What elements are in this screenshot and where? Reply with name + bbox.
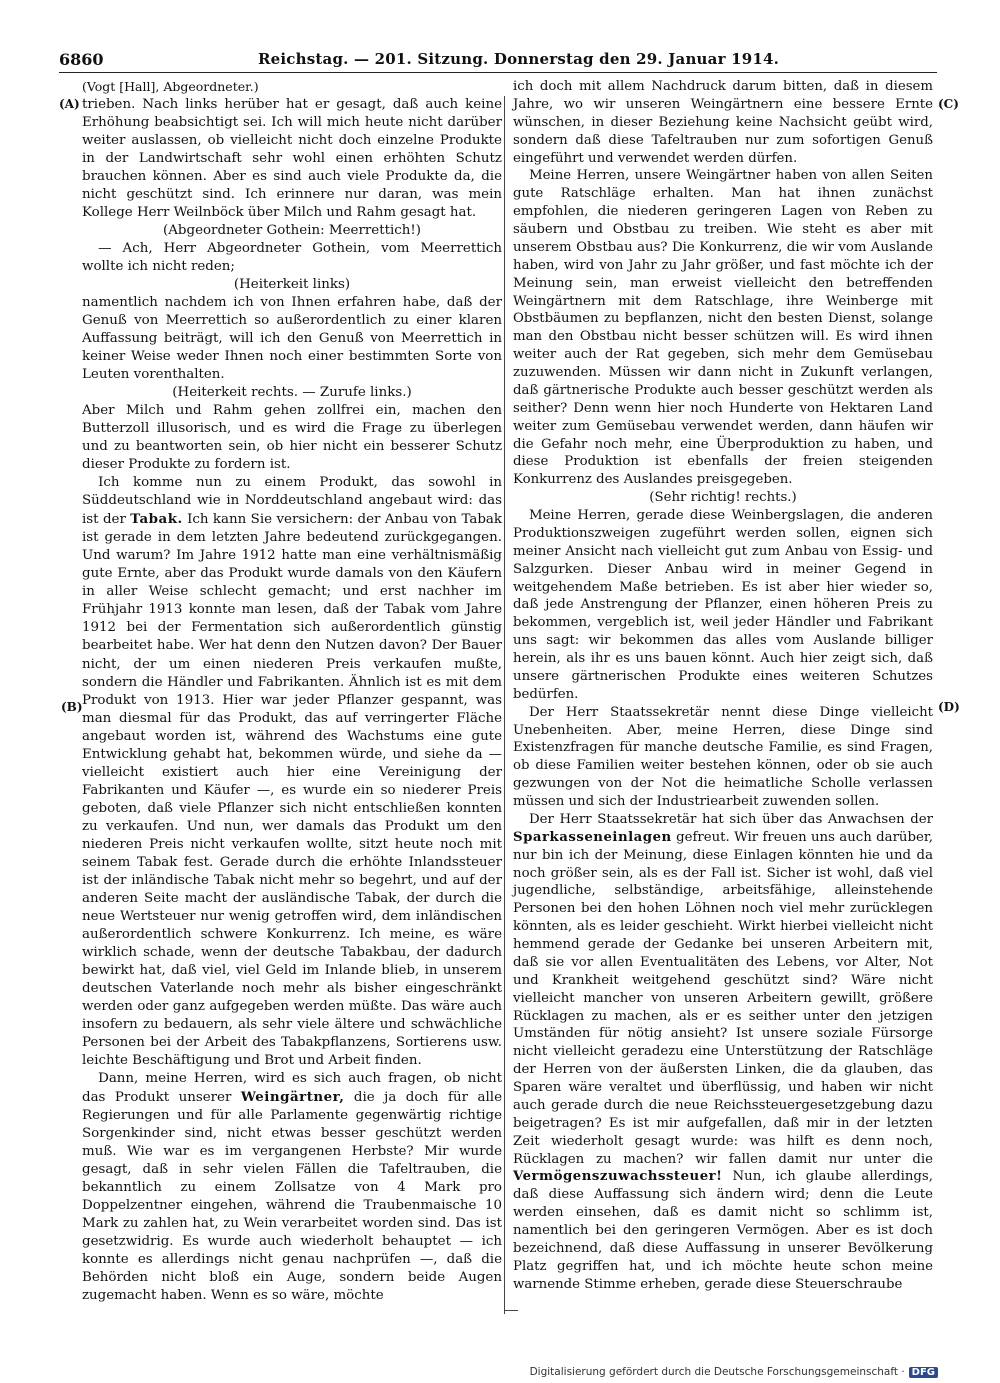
paragraph: trieben. Nach links herüber hat er gesagt, daß auch keine Erhöhung beabsichtigt sei. Ich will mich heute nicht darüber weiter auslassen, ob vielleicht nicht doch einzelne Produkte in der Landwirtschaft sehr wohl einen erhöhten Schutz brauchen können. Aber es sind auch viele Produkte da, die nicht geschützt sind. Ich erinnere nur daran, was mein Kollege Herr Weilnböck über Milch und Rahm gesagt hat.	[82, 97, 502, 221]
column-end-rule	[504, 1310, 518, 1311]
emphasized-term: Tabak.	[130, 511, 183, 528]
emphasized-term: Sparkasseneinlagen	[513, 829, 672, 845]
page-number: 6860	[59, 50, 104, 69]
margin-marker-b: (B)	[61, 700, 83, 714]
interjection: (Heiterkeit links)	[233, 277, 351, 293]
paragraph: Meine Herren, unsere Weingärtner haben von allen Seiten gute Ratschläge erhalten. Man hat ihnen zunächst empfohlen, die niederen geringeren Lagen von Reben zu säubern und Obstbau zu treiben. Wie steht es aber mit unserem Obstbau aus? Die Konkurrenz, die wir vom Auslande haben, wird von Jahr zu Jahr größer, und fast möchte ich der Meinung sein, man erweist vielleicht den betreffenden Weingärtnern mit dem Ratschlage, ihre Weinberge mit Obstbäumen zu bepflanzen, nicht den besten Dienst, solange man den Obstbau nicht besser schützen will. Es wird ihnen weiter auch der Rat gegeben, sich mehr dem Gemüsebau zuzuwenden. Müssen wir dann nicht in Zukunft verlangen, daß gärtnerische Produkte auch besser geschützt werden als seither? Denn wenn hier noch Hunderte von Hektaren Land weiter zum Gemüsebau verwendet werden, dann häufen wir die Gefahr noch mehr, eine Überproduktion zu haben, und diese Produktion ist ebenfalls der freien steigenden Konkurrenz des Auslandes preisgegeben.	[513, 168, 933, 488]
paragraph	[513, 811, 933, 1294]
paragraph-text: Nun, ich glaube allerdings, daß diese Auffassung sich ändern wird; denn die Leute werden einsehen, daß es damit nicht so schlimm ist, namentlich bei den geringeren Vermögen. Aber es ist doch bezeichnend, daß diese Auffassung in unserer Bevölkerung Platz gegriffen hat, und ich möchte heute schon meine warnende Stimme erheben, gerade diese Steuerschraube	[513, 1169, 933, 1292]
emphasized-term: Vermögenszuwachssteuer!	[513, 1169, 723, 1185]
margin-marker-a: (A)	[59, 97, 80, 111]
footer-text: Digitalisierung gefördert durch die Deutsche Forschungsgemeinschaft ·	[529, 1366, 905, 1378]
header-rule	[59, 72, 937, 73]
right-column	[513, 78, 933, 1294]
paragraph-text: Dann, meine Herren, wird es sich auch fragen, ob nicht das Produkt unserer	[82, 1070, 502, 1105]
margin-marker-c: (C)	[938, 97, 959, 111]
interjection: (Sehr richtig! rechts.)	[649, 490, 797, 506]
margin-marker-d: (D)	[938, 700, 960, 714]
paragraph: namentlich nachdem ich von Ihnen erfahren habe, daß der Genuß von Meerrettich so außerordentlich zu einer klaren Auffassung beiträgt, will ich den Genuß von Meerrettich in keiner Weise weder Ihnen noch einer bestimmten Sorte von Leuten vorenthalten.	[82, 295, 502, 383]
speaker-line: (Vogt [Hall], Abgeordneter.)	[82, 79, 259, 94]
dfg-logo: DFG	[909, 1367, 938, 1378]
column-divider	[504, 96, 505, 1314]
paragraph: ich doch mit allem Nachdruck darum bitten, daß in diesem Jahre, wo wir unseren Weingärtnern eine bessere Ernte wünschen, in dieser Beziehung keine Nachsicht geübt wird, sondern daß diese Tafeltrauben nur zum sofortigen Genuß eingeführt und verwendet werden dürfen.	[513, 79, 933, 166]
paragraph-text: gefreut. Wir freuen uns auch darüber, nur bin ich der Meinung, diese Einlagen könnten hie und da noch größer sein, als es der Fall ist. Sicher ist wohl, daß viel jugendliche, selbständige, arbeitsfähige, alleinstehende Personen bei den hohen Löhnen noch viel mehr zurücklegen könnten, als es leider geschieht. Wirkt hierbei vielleicht nicht hemmend gerade der Gedanke bei unseren Arbeitern mit, daß sie vor allen Eventualitäten des Lebens, vor Alter, Not und Krankheit weitgehend geschützt sind? Wäre nicht vielleicht mancher von unseren Arbeitern gewillt, größere Rücklagen zu machen, als er es seither unter den jetzigen Umständen für nötig ansieht? Ist unsere soziale Fürsorge nicht vielleicht geradezu eine Unterstützung der Ratschläge der Herren von der äußersten Linken, die da glauben, das Sparen wäre veraltet und überflüssig, und haben wir nicht auch gerade durch die neue Reichssteuergesetzgebung dazu beigetragen? Es ist mir aufgefallen, daß mir in der letzten Zeit wiederholt gesagt wurde: was hilft es denn noch, Rücklagen zu machen? wir fallen damit nur unter die	[513, 829, 933, 1167]
digitization-footer	[530, 1366, 938, 1378]
paragraph-text: die ja doch für alle Regierungen und für alle Parlamente gegenwärtig richtige Sorgenkinder sind, nicht etwas besser geschützt werden muß. Wie war es im vergangenen Herbste? Mir wurde gesagt, daß in sehr vielen Fällen die Tafeltrauben, die bekanntlich zu einem Zollsatze von 4 Mark pro Doppelzentner eingehen, während die Traubenmaische 10 Mark zu zahlen hat, zu Wein verarbeitet worden sind. Das ist gesetzwidrig. Es wurde auch wiederholt behauptet — ich konnte es allerdings nicht genau nachprüfen —, daß die Behörden nicht bloß ein Auge, sondern beide Augen zugemacht haben. Wenn es so wäre, möchte	[82, 1089, 502, 1304]
paragraph-text: Der Herr Staatssekretär hat sich über das Anwachsen der	[528, 811, 933, 827]
interjection: (Abgeordneter Gothein: Meerrettich!)	[163, 223, 421, 239]
left-column	[82, 78, 502, 1305]
running-head: Reichstag. — 201. Sitzung. Donnerstag den 29. Januar 1914.	[258, 50, 780, 68]
paragraph: Aber Milch und Rahm gehen zollfrei ein, machen den Butterzoll illusorisch, und es wird die Frage zu überlegen und zu beantworten sein, ob hier nicht ein besserer Schutz dieser Produkte zu fordern ist.	[82, 403, 502, 473]
paragraph-text: Ich komme nun zu einem Produkt, das sowohl in Süddeutschland wie in Norddeutschland angebaut wird: das ist der	[82, 475, 502, 528]
paragraph: — Ach, Herr Abgeordneter Gothein, vom Meerrettich wollte ich nicht reden;	[82, 241, 502, 275]
paragraph	[82, 474, 502, 1070]
paragraph: Meine Herren, gerade diese Weinbergslagen, die anderen Produktionszweigen zugeführt werden sollen, eignen sich meiner Ansicht nach vielleicht gut zum Anbau von Essig- und Salzgurken. Dieser Anbau wird in meiner Gegend in weitgehendem Maße betrieben. Es ist aber hier wieder so, daß jede Anstrengung der Pflanzer, einen höheren Preis zu bekommen, vergeblich ist, weil jeder Händler und Fabrikant uns sagt: wir bekommen das alles vom Auslande billiger herein, als ihr es uns bauen könnt. Auch hier zeigt sich, daß unsere gärtnerischen Produkte eines weiteren Schutzes bedürfen.	[513, 508, 933, 702]
paragraph: Der Herr Staatssekretär nennt diese Dinge vielleicht Unebenheiten. Aber, meine Herren, diese Dinge sind Existenzfragen für manche deutsche Familie, es sind Fragen, ob diese Familien weiter bestehen können, oder ob sie auch gezwungen von der Not die heimatliche Scholle verlassen müssen und sich der Industriearbeit zuwenden sollen.	[513, 704, 933, 809]
emphasized-term: Weingärtner,	[240, 1088, 345, 1105]
interjection: (Heiterkeit rechts. — Zurufe links.)	[172, 385, 412, 401]
paragraph-text: Ich kann Sie versichern: der Anbau von Tabak ist gerade in dem letzten Jahre bedeutend zurückgegangen. Und warum? Im Jahre 1912 hatte man eine verhältnismäßig gute Ernte, aber das Produkt wurde damals von den Käufern in aller Weise schlecht gemacht; und erst nachher im Frühjahr 1913 konnte man lesen, daß der Tabak vom Jahre 1912 bei der Fermentation sich außerordentlich günstig bearbeitet habe. Wer hat denn den Nutzen davon? Der Bauer nicht, der um einen niederen Preis verkaufen mußte, sondern die Händler und Fabrikanten. Ähnlich ist es mit dem Produkt von 1913. Hier war jeder Pflanzer gespannt, was man diesmal für das Produkt, das auf verringerter Fläche angebaut worden ist, während des Wachstums eine gute Entwicklung gehabt hat, bekommen würde, und siehe da — vielleicht existiert auch hier eine Vereinigung der Fabrikanten und Käufer —, es wurde ein so niederer Preis geboten, daß viele Pflanzer sich nicht entschließen konnten zu verkaufen. Und nun, wer damals das Produkt um den niederen Preis nicht verkaufen wollte, sitzt heute noch mit seinem Tabak fest. Gerade durch die erhöhte Inlandssteuer ist der inländische Tabak nicht mehr so begehrt, und auf der anderen Seite macht der ausländische Tabak, der durch die neue Wertsteuer nur wenig getroffen wird, dem inländischen außerordentlich schwere Konkurrenz. Ich meine, es wäre wirklich schade, wenn der deutsche Tabakbau, der dadurch bewirkt hat, daß viel, viel Geld im Inlande blieb, in unserem deutschen Vaterlande noch mehr als bisher eingeschränkt werden oder ganz aufgegeben werden müßte. Das wäre auch insofern zu bedauern, als sehr viele ältere und schwächliche Personen bei der Arbeit des Tabakpflanzens, Sortierens usw. leichte Beschäftigung und Brot und Arbeit finden.	[82, 512, 502, 1068]
paragraph	[82, 1070, 502, 1305]
